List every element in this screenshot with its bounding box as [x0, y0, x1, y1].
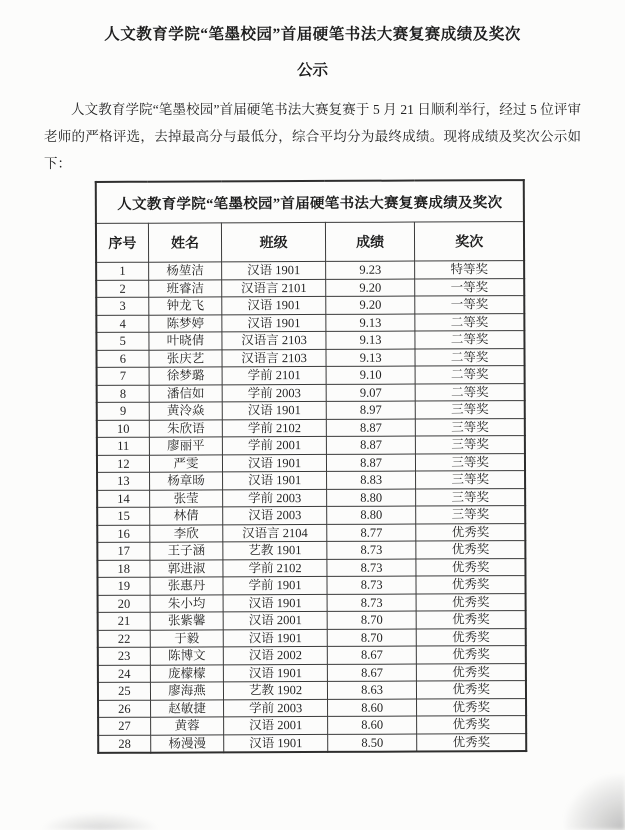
cell-name: 朱小均	[150, 594, 224, 612]
cell-rank: 23	[98, 647, 150, 665]
cell-name: 于毅	[150, 629, 224, 647]
cell-score: 9.20	[326, 296, 416, 314]
cell-score: 8.80	[326, 489, 416, 507]
table-row	[98, 716, 526, 735]
cell-score: 8.60	[327, 716, 417, 734]
cell-class: 汉语 1901	[224, 734, 328, 752]
cell-name: 潘信如	[149, 384, 223, 402]
cell-award: 二等奖	[415, 366, 524, 384]
cell-award: 优秀奖	[416, 558, 525, 576]
table-row	[97, 436, 525, 455]
cell-award: 三等奖	[416, 401, 525, 419]
cell-class: 汉语言 2101	[222, 279, 326, 297]
cell-award: 特等奖	[415, 261, 524, 279]
document-title: 人文教育学院“笔墨校园”首届硬笔书法大赛复赛成绩及奖次	[104, 26, 521, 43]
cell-award: 优秀奖	[417, 698, 526, 716]
cell-name: 林倩	[149, 507, 223, 525]
cell-name: 杨堃洁	[148, 262, 222, 280]
cell-score: 8.67	[327, 646, 417, 664]
cell-score: 9.13	[326, 314, 416, 332]
scan-artifact-bottom-right	[565, 775, 625, 830]
cell-award: 优秀奖	[416, 523, 525, 541]
cell-name: 陈梦婷	[149, 314, 223, 332]
cell-award: 优秀奖	[416, 611, 525, 629]
cell-score: 9.13	[326, 331, 416, 349]
cell-rank: 21	[98, 612, 150, 630]
cell-class: 汉语言 2103	[222, 349, 326, 367]
cell-class: 汉语言 2104	[223, 524, 327, 542]
cell-name: 王子涵	[150, 542, 224, 560]
table-row	[96, 313, 524, 332]
cell-rank: 15	[97, 507, 149, 525]
results-table	[95, 179, 527, 754]
cell-award: 一等奖	[415, 278, 524, 296]
cell-name: 徐梦璐	[149, 367, 223, 385]
table-row	[98, 611, 526, 630]
cell-award: 优秀奖	[417, 733, 526, 751]
cell-rank: 16	[97, 525, 149, 543]
cell-award: 三等奖	[416, 506, 525, 524]
cell-rank: 10	[97, 420, 149, 438]
cell-score: 8.87	[326, 436, 416, 454]
table-row	[98, 698, 526, 717]
cell-score: 8.73	[327, 541, 417, 559]
cell-award: 三等奖	[416, 418, 525, 436]
table-header-row	[96, 222, 524, 263]
cell-score: 8.77	[327, 524, 417, 542]
cell-award: 二等奖	[415, 348, 524, 366]
table-row	[98, 628, 526, 647]
cell-class: 汉语 2001	[223, 611, 327, 629]
cell-class: 汉语 1901	[222, 296, 326, 314]
cell-class: 汉语 2001	[224, 716, 328, 734]
cell-award: 二等奖	[415, 383, 524, 401]
cell-score: 8.87	[326, 454, 416, 472]
table-row	[98, 733, 526, 753]
cell-award: 三等奖	[416, 436, 525, 454]
cell-name: 李欣	[149, 524, 223, 542]
cell-class: 汉语 1901	[223, 401, 327, 419]
cell-score: 8.70	[327, 629, 417, 647]
cell-name: 张惠丹	[150, 577, 224, 595]
cell-name: 庞檬檬	[150, 664, 224, 682]
table-row	[96, 296, 524, 315]
cell-class: 学前 1901	[223, 576, 327, 594]
cell-rank: 3	[96, 297, 148, 315]
cell-name: 钟龙飞	[148, 297, 222, 315]
cell-name: 赵敏捷	[150, 699, 224, 717]
table-row	[98, 681, 526, 700]
cell-score: 8.83	[326, 471, 416, 489]
cell-rank: 5	[96, 332, 148, 350]
table-row	[97, 558, 525, 577]
table-row	[96, 348, 524, 367]
table-row	[97, 471, 525, 490]
cell-name: 廖丽平	[149, 437, 223, 455]
cell-rank: 1	[96, 262, 148, 280]
table-row	[96, 331, 524, 350]
cell-award: 三等奖	[416, 488, 525, 506]
cell-score: 8.73	[327, 576, 417, 594]
cell-score: 8.73	[327, 559, 417, 577]
cell-rank: 27	[98, 717, 150, 735]
cell-score: 9.13	[326, 349, 416, 367]
cell-score: 9.23	[325, 261, 415, 279]
cell-rank: 26	[98, 700, 150, 718]
cell-score: 9.07	[326, 384, 416, 402]
cell-class: 汉语 1901	[223, 471, 327, 489]
cell-rank: 17	[97, 542, 149, 560]
table-body	[96, 261, 526, 753]
cell-score: 8.50	[328, 734, 418, 752]
cell-class: 学前 2003	[224, 699, 328, 717]
cell-class: 汉语 1901	[223, 594, 327, 612]
cell-rank: 13	[97, 472, 149, 490]
cell-name: 廖海燕	[150, 682, 224, 700]
cell-score: 9.10	[326, 366, 416, 384]
column-header: 成绩	[325, 222, 415, 261]
cell-class: 学前 2102	[223, 419, 327, 437]
cell-name: 朱欣语	[149, 419, 223, 437]
cell-score: 8.87	[326, 419, 416, 437]
cell-rank: 19	[97, 577, 149, 595]
cell-class: 学前 2102	[223, 559, 327, 577]
cell-rank: 14	[97, 490, 149, 508]
cell-rank: 9	[97, 402, 149, 420]
cell-award: 优秀奖	[417, 681, 526, 699]
table-row	[97, 488, 525, 507]
column-header: 序号	[96, 223, 148, 262]
table-caption-row	[96, 180, 524, 223]
cell-class: 汉语 2003	[223, 506, 327, 524]
cell-class: 汉语 1901	[222, 314, 326, 332]
cell-rank: 11	[97, 437, 149, 455]
cell-score: 8.80	[327, 506, 417, 524]
table-row	[96, 278, 524, 297]
cell-class: 学前 2003	[222, 384, 326, 402]
table-row	[97, 366, 525, 385]
cell-class: 艺教 1902	[224, 681, 328, 699]
cell-score: 8.97	[326, 401, 416, 419]
cell-rank: 25	[98, 682, 150, 700]
cell-name: 张紫馨	[150, 612, 224, 630]
cell-class: 汉语 1901	[223, 454, 327, 472]
cell-name: 陈博文	[150, 647, 224, 665]
cell-rank: 6	[96, 350, 148, 368]
cell-rank: 28	[98, 735, 150, 753]
table-caption: 人文教育学院“笔墨校园”首届硬笔书法大赛复赛成绩及奖次	[96, 180, 524, 223]
cell-score: 8.73	[327, 594, 417, 612]
scan-artifact-bottom-left	[40, 812, 160, 830]
cell-award: 二等奖	[415, 331, 524, 349]
column-header: 奖次	[415, 222, 524, 261]
cell-name: 叶晓倩	[149, 332, 223, 350]
table-row	[97, 523, 525, 542]
table-row	[98, 646, 526, 665]
cell-score: 8.63	[327, 681, 417, 699]
cell-class: 汉语言 2103	[222, 331, 326, 349]
cell-name: 黄泠焱	[149, 402, 223, 420]
cell-award: 优秀奖	[417, 628, 526, 646]
document-subtitle: 公示	[296, 62, 328, 79]
cell-class: 汉语 1901	[222, 261, 326, 279]
cell-rank: 12	[97, 455, 149, 473]
table-row	[97, 418, 525, 437]
table-row	[97, 383, 525, 402]
cell-rank: 4	[96, 315, 148, 333]
cell-rank: 7	[97, 367, 149, 385]
column-header: 姓名	[148, 223, 222, 262]
cell-award: 优秀奖	[417, 716, 526, 734]
table-row	[98, 593, 526, 612]
cell-rank: 24	[98, 665, 150, 683]
cell-class: 学前 2003	[223, 489, 327, 507]
cell-class: 艺教 1901	[223, 541, 327, 559]
cell-class: 学前 2001	[223, 436, 327, 454]
cell-class: 汉语 1901	[224, 629, 328, 647]
intro-paragraph: 人文教育学院“笔墨校园”首届硬笔书法大赛复赛于 5 月 21 日顺利举行，经过 5 位评审老师的严格评选，去掉最高分与最低分，综合平均分为最终成绩。现将成绩及奖次公示如下：	[44, 102, 581, 171]
cell-rank: 2	[96, 280, 148, 298]
cell-name: 杨漫漫	[150, 734, 224, 752]
cell-class: 汉语 2002	[224, 646, 328, 664]
table-row	[98, 663, 526, 682]
cell-rank: 22	[98, 630, 150, 648]
table-row	[97, 453, 525, 472]
cell-name: 严雯	[149, 454, 223, 472]
cell-name: 班睿洁	[148, 279, 222, 297]
cell-award: 优秀奖	[416, 541, 525, 559]
cell-rank: 20	[98, 595, 150, 613]
cell-name: 郭进淑	[150, 559, 224, 577]
cell-name: 杨章旸	[149, 472, 223, 490]
cell-award: 二等奖	[415, 313, 524, 331]
table-row	[97, 506, 525, 525]
results-table-container	[95, 179, 527, 754]
table-row	[97, 576, 525, 595]
cell-award: 优秀奖	[416, 593, 525, 611]
table-row	[96, 261, 524, 280]
cell-name: 张庆艺	[149, 349, 223, 367]
cell-name: 黄蓉	[150, 717, 224, 735]
cell-score: 9.20	[326, 279, 416, 297]
cell-score: 8.67	[327, 664, 417, 682]
cell-score: 8.60	[327, 699, 417, 717]
cell-name: 张莹	[149, 489, 223, 507]
cell-award: 三等奖	[416, 471, 525, 489]
cell-score: 8.70	[327, 611, 417, 629]
cell-award: 优秀奖	[416, 576, 525, 594]
table-row	[97, 541, 525, 560]
cell-class: 汉语 1901	[224, 664, 328, 682]
table-row	[97, 401, 525, 420]
column-header: 班级	[222, 222, 326, 261]
cell-class: 学前 2101	[222, 366, 326, 384]
cell-award: 一等奖	[415, 296, 524, 314]
cell-award: 三等奖	[416, 453, 525, 471]
cell-award: 优秀奖	[417, 663, 526, 681]
cell-rank: 18	[97, 560, 149, 578]
cell-award: 优秀奖	[417, 646, 526, 664]
cell-rank: 8	[97, 385, 149, 403]
